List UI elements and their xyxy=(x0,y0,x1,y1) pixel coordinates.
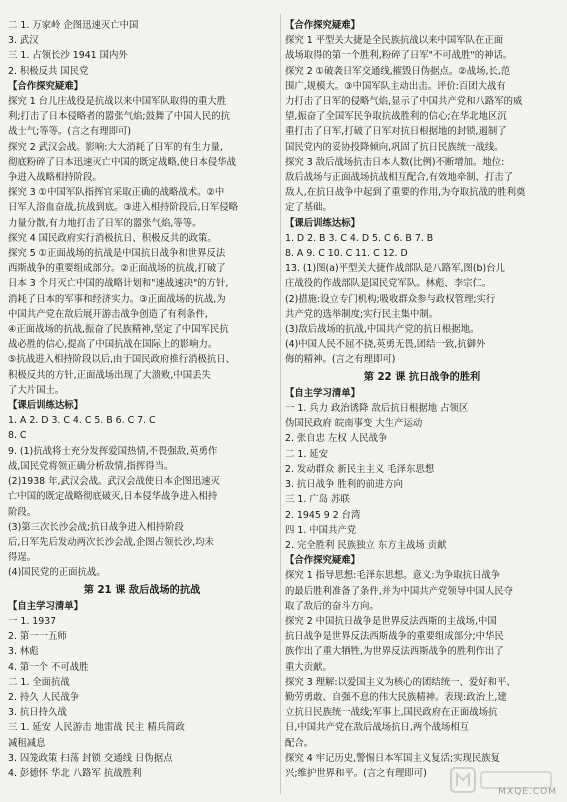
answer-line: 4. 彭德怀 华北 八路军 抗战胜利 xyxy=(8,767,142,779)
answer-line: 日军人浴血奋战,抗战到底。③进入相持阶段后,日军侵略 xyxy=(8,202,238,214)
answer-line: 定了基础。 xyxy=(285,202,332,214)
answer-line: 中国共产党在敌后展开游击战争创造了有利条件, xyxy=(8,308,208,320)
answer-line: 后,日军先后发动两次长沙会战,企图占领长沙,均未 xyxy=(8,536,214,548)
answer-line: 探究 1 平型关大捷是全民族抗战以来中国军队在正面 xyxy=(285,35,504,47)
answer-line: 2. 完全胜利 民族独立 东方主战场 贡献 xyxy=(285,539,447,551)
answer-line: ④正面战场的抗战,振奋了民族精神,坚定了中国军民抗 xyxy=(8,324,229,336)
answer-line: 配合。 xyxy=(285,737,314,749)
answer-line: 二 1. 万家岭 企图迅速灭亡中国 xyxy=(8,20,139,31)
answer-line: 探究 3 ①中国军队指挥官采取正确的战略战术。②中 xyxy=(8,187,225,199)
answer-line: 的最后胜利准备了条件,并为中国共产党领导中国人民夺 xyxy=(285,585,513,597)
answer-line: 2. 积极反共 国民党 xyxy=(8,65,89,77)
answer-line: 敌人,在抗日战争中起到了重要的作用,为夺取抗战的胜利奠 xyxy=(285,187,526,199)
section-heading: 【自主学习清单】 xyxy=(8,600,84,612)
answer-line: 探究 2 ①破袭日军交通线,摧毁日伪据点。②战场,长,范 xyxy=(285,65,511,77)
answer-line: 消耗了日本的军事和经济实力。③正面战场的抗战,为 xyxy=(8,293,226,305)
answer-line: 战,国民党将领正确分析敌情,指挥得当。 xyxy=(8,460,174,472)
answer-line: 战士气;等等。(言之有理即可) xyxy=(8,126,131,138)
answer-line: 重大贡献。 xyxy=(285,661,332,673)
answer-line: 战必胜的信心,提高了中国抗战在国际上的影响力。 xyxy=(8,339,218,351)
answer-line: 勤劳勇敢、自强不息的伟大民族精神。表现:政治上,建 xyxy=(285,691,507,703)
answer-line: (4)国民党的正面抗战。 xyxy=(8,567,106,579)
answer-line: 西斯战争的重要组成部分。②正面战场的抗战,打破了 xyxy=(8,263,226,275)
answer-line: 探究 4 国民政府实行消极抗日、积极反共的政策。 xyxy=(8,232,217,244)
answer-line: 2. 持久 人民战争 xyxy=(8,691,80,703)
answer-line: 国民党内的妥协投降倾向,巩固了抗日民族统一战线。 xyxy=(285,141,504,153)
answer-line: 伪国民政府 皖南事变 大生产运动 xyxy=(285,418,423,430)
answer-line: 积极反共的方针,正面战场出现了大溃败,中国丢失 xyxy=(8,369,211,381)
section-heading: 【课后训练达标】 xyxy=(285,217,361,229)
answer-line: 重打击了日军,打破了日军对抗日根据地的封锁,遏制了 xyxy=(285,126,507,138)
answer-line: 探究 4 牢记历史,警惕日本军国主义复活;实现民族复 xyxy=(285,752,500,764)
answer-line: (3)敌后战场的抗战,中国共产党的抗日根据地。 xyxy=(285,324,480,336)
answer-line: 抗日战争是世界反法西斯战争的重要组成部分;中华民 xyxy=(285,631,504,643)
section-heading: 【课后训练达标】 xyxy=(8,400,84,412)
answer-line: 利;打击了日本侵略者的嚣张气焰;鼓舞了中国人民的抗 xyxy=(8,111,230,123)
lesson-title: 第 21 课 敌后战场的抗战 xyxy=(83,584,201,596)
answer-line: 力打击了日军的侵略气焰,显示了中国共产党和八路军的威 xyxy=(285,96,523,108)
answer-line: 2. 1945 9 2 台湾 xyxy=(285,509,361,521)
answer-line: 侮的精神。(言之有理即可) xyxy=(285,354,396,366)
answer-line: 族作出了重大牺牲,为世界反法西斯战争的胜利作出了 xyxy=(285,646,504,658)
answer-line: 得逞。 xyxy=(8,552,37,564)
answer-line: (2)1938 年,武汉会战。武汉会战使日本企图迅速灭 xyxy=(8,476,220,488)
answer-line: 探究 1 指导思想:毛泽东思想。意义:为争取抗日战争 xyxy=(285,570,501,582)
answer-line: 探究 1 台儿庄战役是抗战以来中国军队取得的重大胜 xyxy=(8,96,227,108)
answer-line: 3. 抗日战争 胜利的前进方向 xyxy=(285,479,404,491)
section-heading: 【自主学习清单】 xyxy=(285,387,361,399)
answer-line: 探究 2 武汉会战。影响:大大消耗了日军的有生力量, xyxy=(8,141,223,153)
answer-line: 战场取得的第一个胜利,粉碎了日军"不可战胜"的神话。 xyxy=(285,50,513,62)
answer-line: 亡中国的既定战略彻底破灭,日本侵华战争进入相持 xyxy=(8,491,218,503)
watermark-text: MXQE.COM xyxy=(498,786,557,797)
answer-line: 3. 武汉 xyxy=(8,35,39,47)
answer-line: 3. 囚笼政策 扫荡 封锁 交通线 日伪据点 xyxy=(8,752,173,764)
answer-line: (4)中国人民不屈不挠,英勇无畏,团结一致,抗御外 xyxy=(285,339,486,351)
answer-line: 共产党的选举制度;实行民主集中制。 xyxy=(285,308,439,320)
answer-line: 兴;维护世界和平。(言之有理即可) xyxy=(285,767,427,779)
section-heading: 【合作探究疑难】 xyxy=(285,20,361,31)
answer-line: 3. 林彪 xyxy=(8,646,39,658)
answer-line: 彻底粉碎了日本迅速灭亡中国的既定战略,使日本侵华战 xyxy=(8,156,236,168)
answer-line: 2. 张自忠 左权 人民战争 xyxy=(285,433,388,445)
section-heading: 【合作探究疑难】 xyxy=(285,555,361,567)
answer-line: 日本 3 个月灭亡中国的战略计划和"速战速决"的方针, xyxy=(8,278,229,290)
answer-line: (3)第三次长沙会战;抗日战争进入相持阶段 xyxy=(8,521,184,533)
lesson-title: 第 22 课 抗日战争的胜利 xyxy=(363,371,481,383)
answer-line: 围广,规模大。③中国军队主动出击。评价:百团大战有 xyxy=(285,80,506,92)
answer-line: 2. 发动群众 新民主主义 毛泽东思想 xyxy=(285,463,435,475)
left-column xyxy=(8,18,276,781)
answer-line: 一 1. 兵力 政治诱降 敌后抗日根据地 占领区 xyxy=(285,403,469,415)
answer-line: 二 1. 延安 xyxy=(285,448,329,460)
answer-line: 力量分散,有力地打击了日军的嚣张气焰,等等。 xyxy=(8,217,202,229)
answer-line: 探究 3 敌后战场抗击日本人数(比例)不断增加。地位: xyxy=(285,156,505,168)
answer-line: 8. A 9. C 10. C 11. C 12. D xyxy=(285,248,408,260)
answer-line: ⑤抗战进入相持阶段以后,由于国民政府推行消极抗日、 xyxy=(8,354,236,366)
answer-line: 一 1. 1937 xyxy=(8,615,57,627)
answer-line: (2)措施:设立专门机构;吸收群众参与政权管理;实行 xyxy=(285,293,496,305)
answer-line: 望,振奋了全国军民争取抗战胜利的信心;在华北地区沉 xyxy=(285,111,507,123)
answer-line: 探究 2 中国抗日战争是世界反法西斯的主战场,中国 xyxy=(285,615,497,627)
answer-line: 二 1. 全面抗战 xyxy=(8,676,70,688)
answer-line: 三 1. 延安 人民游击 地雷战 民主 精兵简政 xyxy=(8,722,185,734)
answer-line: 四 1. 中国共产党 xyxy=(285,524,357,536)
answer-line: 三 1. 占领长沙 1941 国内外 xyxy=(8,50,128,62)
right-column xyxy=(285,18,559,781)
answer-line: 13. (1)图(a)平型关大捷作战部队是八路军,图(b)台儿 xyxy=(285,263,505,275)
answer-line: 敌后战场与正面战场抗战相互配合,有效地牵制、打击了 xyxy=(285,172,513,184)
answer-line: 8. C xyxy=(8,430,27,442)
answer-line: 取了敌后的奋斗方向。 xyxy=(285,600,379,612)
answer-line: 三 1. 广岛 苏联 xyxy=(285,494,350,506)
section-heading: 【合作探究疑难】 xyxy=(8,80,84,92)
answer-line: 阶段。 xyxy=(8,506,37,518)
answer-line: 3. 抗日持久战 xyxy=(8,707,67,719)
answer-line: 日,中国共产党在敌后战场抗日,两个战场相互 xyxy=(285,722,470,734)
answer-line: 1. D 2. B 3. C 4. D 5. C 6. B 7. B xyxy=(285,232,434,244)
answer-line: 庄战役的作战部队是国民党军队。林彪、李宗仁。 xyxy=(285,278,492,290)
answer-line: 2. 第一一五师 xyxy=(8,631,67,643)
column-divider xyxy=(280,14,281,794)
answer-line: 1. A 2. D 3. C 4. C 5. B 6. C 7. C xyxy=(8,415,156,427)
answer-line: 探究 5 ①正面战场的抗战是中国抗日战争和世界反法 xyxy=(8,248,226,260)
answer-line: 立抗日民族统一战线;军事上,国民政府在正面战场抗 xyxy=(285,707,498,719)
answer-line: 探究 3 理解:以爱国主义为核心的团结统一、爱好和平、 xyxy=(285,676,516,688)
answer-line: 9. (1)抗战将士充分发挥爱国热情,不畏强敌,英勇作 xyxy=(8,445,218,457)
answer-line: 争进入战略相持阶段。 xyxy=(8,172,102,184)
answer-line: 了大片国土。 xyxy=(8,384,65,396)
answer-line: 4. 第一个 不可战胜 xyxy=(8,661,89,673)
answer-line: 减租减息 xyxy=(8,737,46,749)
